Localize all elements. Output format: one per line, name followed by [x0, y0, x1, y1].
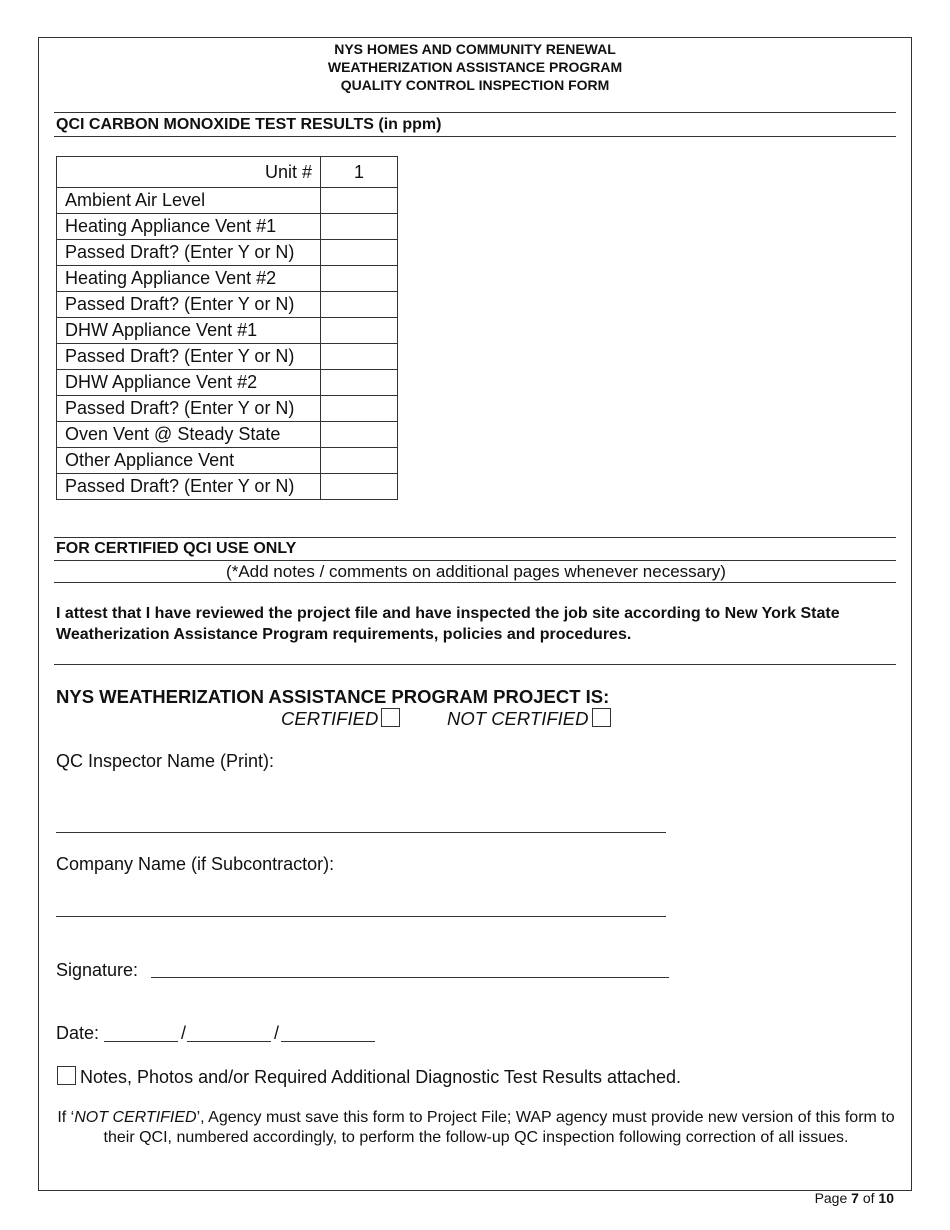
row-value-cell[interactable]: [321, 240, 398, 266]
divider: [54, 664, 896, 665]
table-row: [57, 422, 398, 448]
row-label: Heating Appliance Vent #2: [57, 266, 321, 292]
date-separator: /: [274, 1023, 280, 1043]
notes-instruction: (*Add notes / comments on additional pages whenever necessary): [226, 562, 726, 581]
co-section-title: QCI CARBON MONOXIDE TEST RESULTS (in ppm): [56, 116, 442, 133]
inspector-name-label: QC Inspector Name (Print):: [56, 751, 275, 771]
row-value-cell[interactable]: [321, 214, 398, 240]
row-value-cell[interactable]: [321, 422, 398, 448]
signature-line[interactable]: [151, 977, 669, 978]
table-row: [57, 448, 398, 474]
date-month-line[interactable]: [104, 1041, 178, 1042]
divider: [54, 112, 896, 113]
row-value-cell[interactable]: [321, 448, 398, 474]
company-name-line[interactable]: [56, 916, 666, 917]
table-row: [57, 318, 398, 344]
table-row: [57, 474, 398, 500]
page-total: 10: [878, 1190, 894, 1206]
date-year-line[interactable]: [281, 1041, 375, 1042]
table-row: [57, 370, 398, 396]
row-value-cell[interactable]: [321, 318, 398, 344]
certified-option[interactable]: [281, 708, 400, 730]
row-value-cell[interactable]: [321, 474, 398, 500]
row-label: Passed Draft? (Enter Y or N): [57, 396, 321, 422]
header-line-1: NYS HOMES AND COMMUNITY RENEWAL: [334, 41, 616, 57]
footnote-text: ’, Agency must save this form to Project File; WAP agency must provide new version of this form to their QCI, numbered accordingly, to perform the follow-up QC inspection following correction of all issues.: [103, 1109, 895, 1146]
unit-label: Unit #: [57, 157, 321, 188]
page-of: of: [862, 1190, 875, 1206]
divider: [54, 560, 896, 561]
divider: [54, 136, 896, 137]
not-certified-option[interactable]: [447, 708, 611, 730]
certified-section-title: FOR CERTIFIED QCI USE ONLY: [56, 540, 297, 557]
table-row: [57, 344, 398, 370]
table-row: [57, 396, 398, 422]
attestation-statement: I attest that I have reviewed the project file and have inspected the job site according to New York State Weatherization Assistance Program requirements, policies and procedures.: [56, 605, 840, 643]
table-row: [57, 240, 398, 266]
row-value-cell[interactable]: [321, 370, 398, 396]
row-label: Passed Draft? (Enter Y or N): [57, 474, 321, 500]
row-value-cell[interactable]: [321, 266, 398, 292]
row-label: DHW Appliance Vent #2: [57, 370, 321, 396]
row-value-cell[interactable]: [321, 188, 398, 214]
table-row: [57, 292, 398, 318]
page-prefix: Page: [814, 1190, 848, 1206]
page-current: 7: [851, 1190, 859, 1206]
row-label: Passed Draft? (Enter Y or N): [57, 292, 321, 318]
not-certified-checkbox[interactable]: [592, 708, 611, 727]
row-label: Passed Draft? (Enter Y or N): [57, 240, 321, 266]
inspector-name-line[interactable]: [56, 832, 666, 833]
attachments-option[interactable]: [57, 1066, 681, 1088]
header-line-3: QUALITY CONTROL INSPECTION FORM: [340, 77, 610, 93]
row-label: Oven Vent @ Steady State: [57, 422, 321, 448]
table-header-row: [57, 157, 398, 188]
divider: [54, 582, 896, 583]
attachments-checkbox[interactable]: [57, 1066, 76, 1085]
date-day-line[interactable]: [187, 1041, 271, 1042]
table-row: [57, 188, 398, 214]
certified-checkbox[interactable]: [381, 708, 400, 727]
form-header: [38, 40, 912, 94]
row-label: Other Appliance Vent: [57, 448, 321, 474]
table-row: [57, 266, 398, 292]
row-value-cell[interactable]: [321, 396, 398, 422]
project-status-title: NYS WEATHERIZATION ASSISTANCE PROGRAM PROJECT IS:: [56, 686, 610, 707]
certified-label: CERTIFIED: [281, 708, 379, 729]
not-certified-footnote: [54, 1108, 898, 1148]
row-value-cell[interactable]: [321, 344, 398, 370]
footnote-prefix: If ‘: [57, 1109, 75, 1126]
page-number: [815, 1190, 894, 1206]
unit-number: 1: [321, 157, 398, 188]
date-label: Date:: [56, 1023, 100, 1043]
row-value-cell[interactable]: [321, 292, 398, 318]
row-label: Heating Appliance Vent #1: [57, 214, 321, 240]
header-line-2: WEATHERIZATION ASSISTANCE PROGRAM: [327, 59, 623, 75]
company-name-label: Company Name (if Subcontractor):: [56, 854, 335, 874]
attachments-label: Notes, Photos and/or Required Additional Diagnostic Test Results attached.: [80, 1067, 682, 1087]
co-results-table: [56, 156, 398, 500]
footnote-italic: NOT CERTIFIED: [74, 1109, 197, 1126]
row-label: Ambient Air Level: [57, 188, 321, 214]
not-certified-label: NOT CERTIFIED: [447, 708, 589, 729]
table-row: [57, 214, 398, 240]
date-separator: /: [181, 1023, 187, 1043]
divider: [54, 537, 896, 538]
signature-label: Signature:: [56, 960, 139, 980]
row-label: DHW Appliance Vent #1: [57, 318, 321, 344]
row-label: Passed Draft? (Enter Y or N): [57, 344, 321, 370]
